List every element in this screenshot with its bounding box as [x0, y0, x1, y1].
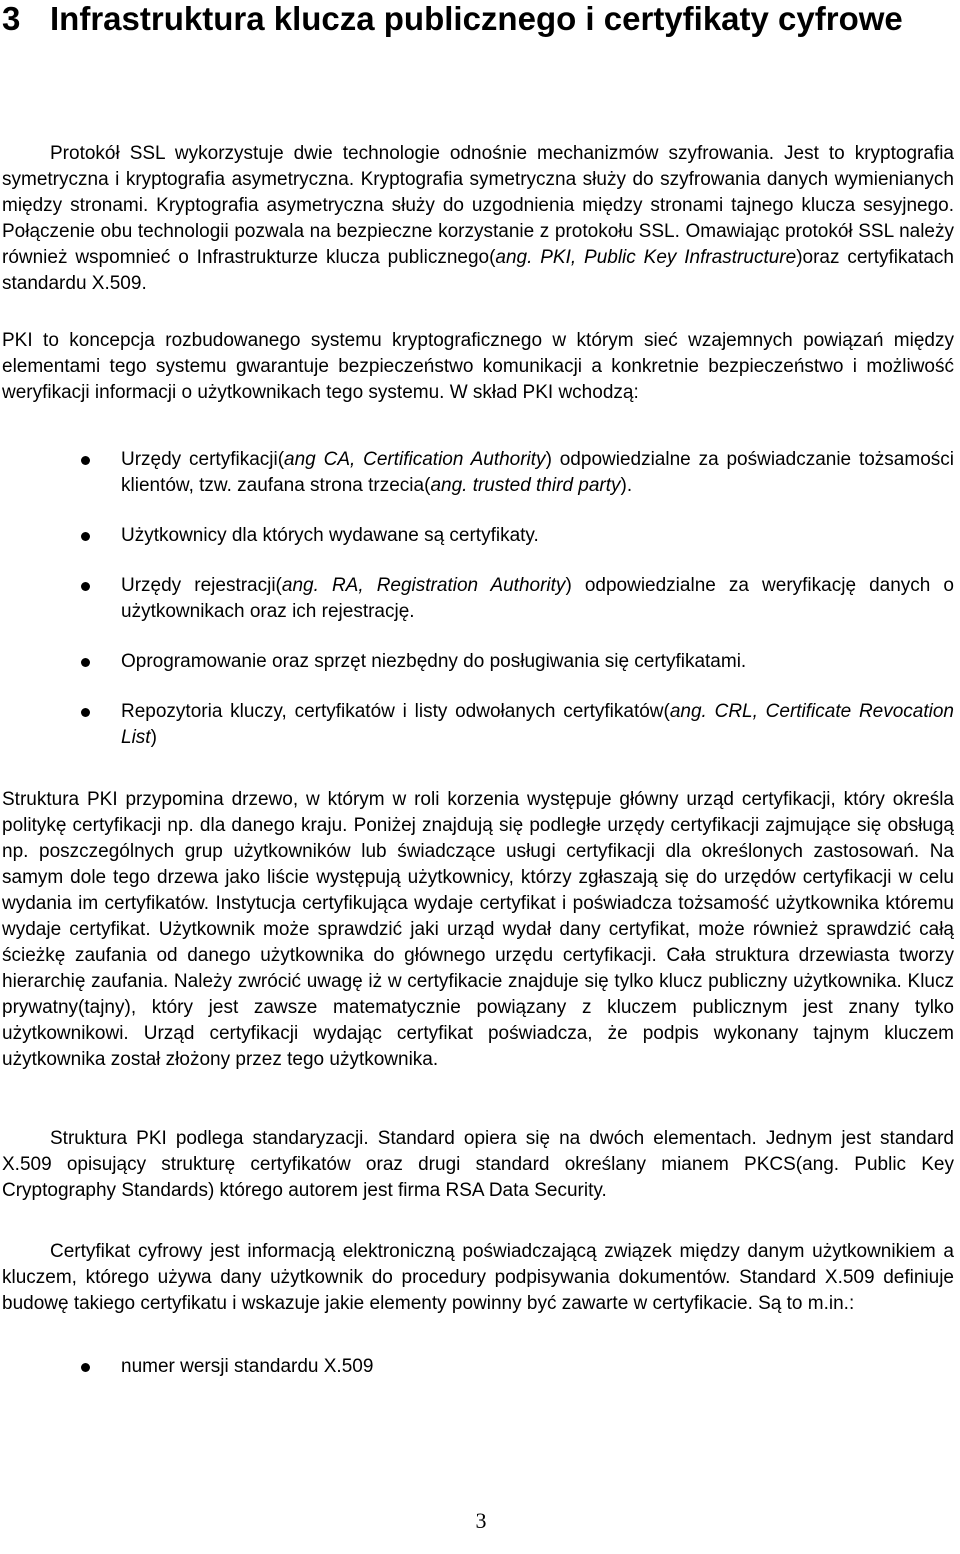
list-item: Użytkownicy dla których wydawane są certyfikaty. — [0, 523, 954, 549]
paragraph-digital-certificate: Certyfikat cyfrowy jest informacją elektroniczną poświadczającą związek między danym użytkownikiem a kluczem, którego używa dany użytkownik do procedury podpisywania dokumentów. Standard X.509 definiuje budowę takiego certyfikatu i wskazuje jakie elementy powinny być zawarte w certyfikacie. Są to m.in.: — [2, 1241, 954, 1314]
chapter-number: 3 — [2, 0, 21, 37]
list-item: Urzędy rejestracji(ang. RA, Registration Authority) odpowiedzialne za weryfikację danych o użytkownikach oraz ich rejestrację. — [0, 573, 954, 625]
paragraph-pki-definition: PKI to koncepcja rozbudowanego systemu kryptograficznego w którym sieć wzajemnych powiązań między elementami tego systemu gwarantuje bezpieczeństwo komunikacji a konkretnie bezpieczeństwo i możliwość weryfikacji informacji o użytkownikach tego systemu. W skład PKI wchodzą: — [2, 330, 954, 403]
bullet-icon — [81, 532, 90, 541]
paragraph-pki-tree: Struktura PKI przypomina drzewo, w którym w roli korzenia występuje główny urząd certyfikacji, który określa politykę certyfikacji np. dla danego kraju. Poniżej znajdują się podległe urzędy certyfikacji zajmujące się obsługą np. poszczególnych grup użytkowników lub świadczące usługi certyfikacji dla określonych zastosowań. Na samym dole tego drzewa jako liście występują użytkownicy, którzy zgłaszają się do urzędów certyfikacji w celu wydania im certyfikatów. Instytucja certyfikująca wydaje certyfikat i poświadcza tożsamość użytkownika któremu wydaje certyfikat. Użytkownik może sprawdzić jaki urząd wydał dany certyfikat, może również sprawdzić całą ścieżkę zaufania od danego użytkownika do głównego urzędu certyfikacji. Cała struktura drzewiasta tworzy hierarchię zaufania. Należy zwrócić uwagę iż w certyfikacie znajduje się tylko klucz publiczny użytkownika. Klucz prywatny(tajny), który jest zawsze matematycznie powiązany z kluczem publicznym jest znany tylko użytkownikowi. Urząd certyfikacji wydając certyfikat poświadcza, że podpis wykonany tajnym kluczem użytkownika został złożony przez tego użytkownika. — [2, 789, 954, 1070]
list-item: Repozytoria kluczy, certyfikatów i listy odwołanych certyfikatów(ang. CRL, Certificate Revocation List) — [0, 699, 954, 751]
list-item: numer wersji standardu X.509 — [0, 1354, 954, 1380]
bullet-icon — [81, 1363, 90, 1372]
bullet-icon — [81, 582, 90, 591]
list-item: Urzędy certyfikacji(ang CA, Certification Authority) odpowiedzialne za poświadczanie tożsamości klientów, tzw. zaufana strona trzecia(ang. trusted third party). — [0, 447, 954, 499]
list-item: Oprogramowanie oraz sprzęt niezbędny do posługiwania się certyfikatami. — [0, 649, 954, 675]
italic-pki-term: ang. PKI, Public Key Infrastructure — [495, 247, 797, 268]
paragraph-ssl-intro: Protokół SSL wykorzystuje dwie technologie odnośnie mechanizmów szyfrowania. Jest to kryptografia symetryczna i kryptografia asymetryczna. Kryptografia symetryczna służy do szyfrowania danych wymienianych między stronami. Kryptografia asymetryczna służy do uzgodnienia między stronami tajnego klucza sesyjnego. Połączenie obu technologii pozwala na bezpieczne korzystanie z protokołu SSL. Omawiając protokół SSL należy również wspomnieć o Infrastrukturze klucza publicznego(ang. PKI, Public Key Infrastructure)oraz certyfikatach standardu X.509. — [2, 143, 954, 294]
pki-components-list — [0, 447, 954, 751]
bullet-icon — [81, 708, 90, 717]
chapter-heading — [0, 0, 940, 38]
paragraph-pki-standards: Struktura PKI podlega standaryzacji. Standard opiera się na dwóch elementach. Jednym jest standard X.509 opisujący strukturę certyfikatów oraz drugi standard określany mianem PKCS(ang. Public Key Cryptography Standards) którego autorem jest firma RSA Data Security. — [2, 1128, 954, 1201]
bullet-icon — [81, 658, 90, 667]
chapter-title: Infrastruktura klucza publicznego i certyfikaty cyfrowe — [50, 0, 903, 37]
bullet-icon — [81, 456, 90, 465]
certificate-fields-list — [0, 1354, 954, 1380]
page-number: 3 — [475, 1508, 487, 1533]
